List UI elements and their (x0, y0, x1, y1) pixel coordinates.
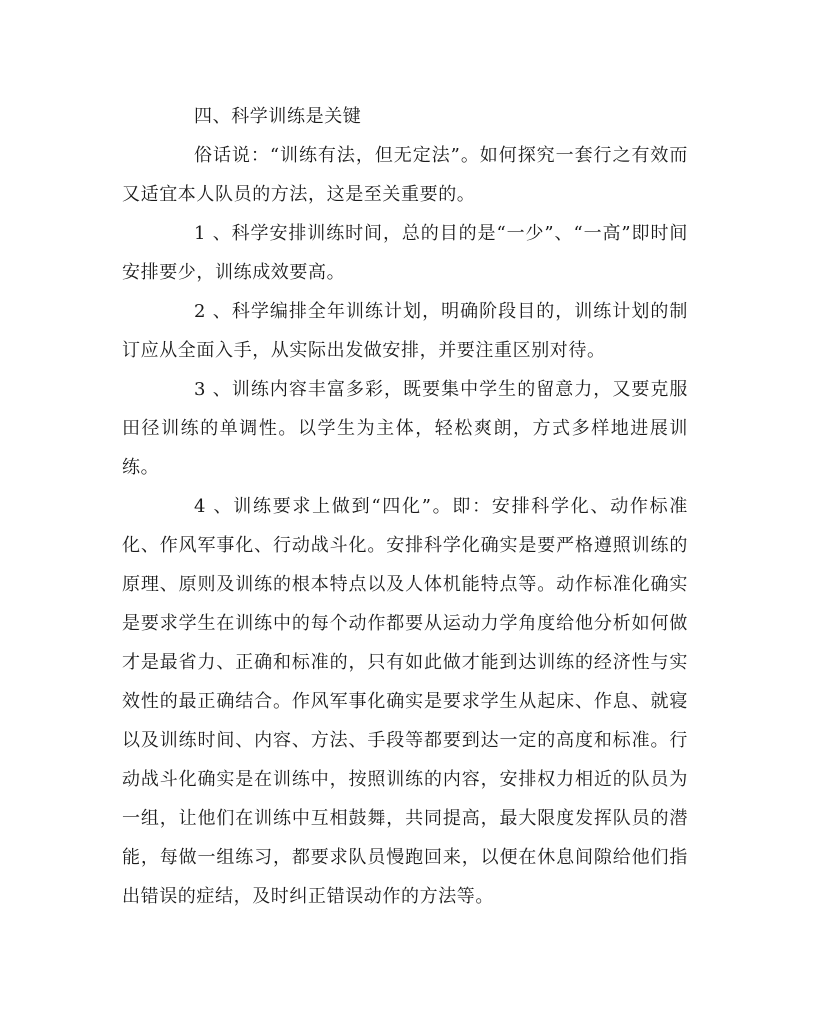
paragraph-item-2: 2 、科学编排全年训练计划，明确阶段目的，训练计划的制订应从全面入手，从实际出发做安排，并要注重区别对待。 (122, 301, 688, 361)
paragraph-item-3: 3 、训练内容丰富多彩，既要集中学生的留意力，又要克服田径训练的单调性。以学生为主体，轻松爽朗，方式多样地进展训练。 (122, 379, 688, 478)
paragraph-intro: 俗话说：“训练有法，但无定法”。如何探究一套行之有效而又适宜本人队员的方法，这是至关重要的。 (122, 145, 688, 205)
paragraph-item-1: 1 、科学安排训练时间，总的目的是“一少”、“一高”即时间安排要少，训练成效要高。 (122, 223, 688, 283)
section-heading: 四、科学训练是关键 (194, 106, 362, 127)
document-body (122, 97, 688, 916)
paragraph-item-4: 4 、训练要求上做到“四化”。即：安排科学化、动作标准化、作风军事化、行动战斗化。安排科学化确实是要严格遵照训练的原理、原则及训练的根本特点以及人体机能特点等。动作标准化确实是要求学生在训练中的每个动作都要从运动力学角度给他分析如何做才是最省力、正确和标准的，只有如此做才能到达训练的经济性与实效性的最正确结合。作风军事化确实是要求学生从起床、作息、就寝以及训练时间、内容、方法、手段等都要到达一定的高度和标准。行动战斗化确实是在训练中，按照训练的内容，安排权力相近的队员为一组，让他们在训练中互相鼓舞，共同提高，最大限度发挥队员的潜能，每做一组练习，都要求队员慢跑回来，以便在休息间隙给他们指出错误的症结，及时纠正错误动作的方法等。 (122, 496, 688, 907)
